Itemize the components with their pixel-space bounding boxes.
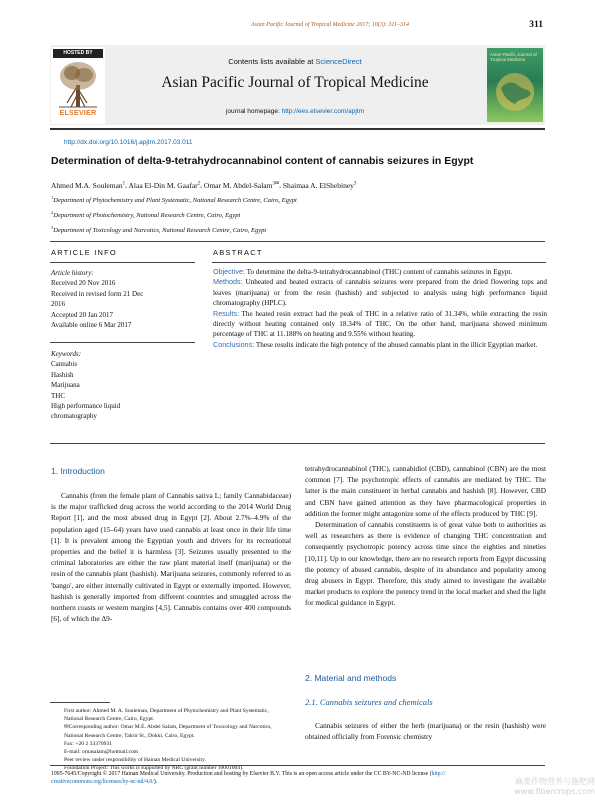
footnote: E-mail: omasalam@hotmail.com [64,749,139,756]
footnote: ✉Corresponding author: Omar M.E. Abdel Salam, Department of Toxicology and Narcotics, National Research Centre, Tahrir St., Dokki, Cairo, Egypt. [64,724,272,739]
author: Shaimaa A. ElShebiney$^3$ [282,180,357,190]
section-heading-introduction: 1. Introduction [51,466,105,476]
article-info-heading: ARTICLE INFO [51,248,117,257]
license-link[interactable]: http:// [431,771,446,777]
keyword: High performance liquid [51,402,121,411]
keywords [51,349,181,422]
article-history [51,268,181,330]
affiliation: $^2$Department of Photochemistry, National Research Centre, Cairo, Egypt [51,210,241,220]
copyright-footer: 1995-7645/Copyright © 2017 Hainan Medical University. Production and hosting by Elsevier B.V. This is an open access article under the CC BY-NC-ND license (http:// creativecommons.org/licenses/by-nc-nd/4.0/). [51,771,446,786]
cover-title: Asian Pacific Journal of Tropical Medicine [490,52,537,62]
homepage-link[interactable]: http://ees.elsevier.com/apjtm [281,108,365,115]
footnote-rule [50,702,110,703]
doi-link[interactable]: http://dx.doi.org/10.1016/j.apjtm.2017.03.011 [64,139,193,146]
footnote: Foundation Project: This works is supported by NRC (grant number 10001004). [64,765,244,772]
affiliation: $^3$Department of Toxicology and Narcotics, National Research Centre, Cairo, Egypt [51,225,267,235]
history-item: Received 20 Nov 2016 [51,279,116,288]
journal-homepage [130,108,460,115]
abstract-objective: Objective: To determine the delta-9-tetrahydrocannabinol (THC) content of cannabis seizures in Egypt. [213,267,513,276]
keyword: THC [51,391,65,400]
running-head: Asian Pacific Journal of Tropical Medicine 2017; 10(3): 311–314 [251,22,409,28]
history-item: Received in revised form 21 Dec [51,289,144,298]
divider [50,342,195,343]
history-item: Accepted 20 Jan 2017 [51,310,114,319]
watermark: 麻类作物营养与施肥网 www.fibercrops.com [514,777,595,796]
divider [50,241,545,242]
affiliation: $^1$Department of Phytochemistry and Plant Systematic, National Research Centre, Cairo, Egypt [51,195,297,205]
contents-line [130,57,460,66]
divider [50,262,195,263]
journal-title: Asian Pacific Journal of Tropical Medicine [161,74,429,91]
abstract-methods: Methods: Unheated and heated extracts of cannabis seizures were prepared from the dried flowering tops and leaves (marijuana) or from the resin (hashish) and subjected to analysis using high performance liquid chromatography (HPLC). [213,277,547,308]
article-title: Determination of delta-9-tetrahydrocannabinol content of cannabis seizures in Egypt [51,155,474,167]
footer-rule [50,765,545,766]
author: Omar M. Abdel-Salam$^{3✉}$ [203,180,280,190]
license-link[interactable]: creativecommons.org/licenses/by-nc-nd/4.0/ [51,779,154,786]
abstract-body [213,267,547,350]
section-heading-methods: 2. Material and methods [305,673,397,683]
tree-logo-icon [55,59,101,109]
history-item: 2016 [51,300,65,309]
hosted-by-label: HOSTED BY [53,49,103,58]
masthead-rule [50,128,545,130]
elsevier-logo [51,47,105,124]
keyword: Marijuana [51,381,80,390]
history-label: Article history: [51,269,94,277]
abstract-conclusions: Conclusions: These results indicate the high potency of the abused cannabis plant in the illicit Egyptian market. [213,339,538,349]
contents-prefix: Contents lists available at [228,57,316,66]
keywords-label: Keywords: [51,350,82,358]
intro-paragraph: Cannabis (from the female plant of Cannabis sativa L; family Cannabidaceae) is the major trafficked drug across the world according to the 2014 World Drug Report [1], and the most abused drug in Egypt [2]. About 2.7%–4.9% of the population aged (15–64) years have used cannabis at least once in their life time [1]. It is prevalent among the Egyptian youth and drivers for its recreational properties and the belief it is harmless [3]. Seizures usually presented to the criminal laboratories are either the raw plant material itself (marijuana) or the resin of the cannabis plant (hashish). Marijuana seizures, commonly referred to as 'bango', are either internally cultivated in Egypt or externally imported. However, hashish is generally imported from different countries and smuggled across the northern coasts or western margins [4,5]. Cannabis contains over 400 compounds [6], of which the Δ9- [51,491,291,624]
divider [50,443,545,444]
history-item: Available online 6 Mar 2017 [51,321,132,330]
abstract-results: Results: The heated resin extract had the peak of THC in a relative ratio of 31.34%, while extracting the resin directly without heating contained only 18.34% of THC. On the other hand, marijuana showed minimum percentage of THC at 11.188% on heating and 9.55% without heating. [213,308,547,339]
footnotes [64,707,289,773]
author: Ahmed M.A. Souleman$^1$ [51,180,126,190]
globe-map-icon [493,70,537,114]
methods-paragraph: Cannabis seizures of either the herb (marijuana) or the resin (hashish) were obtained officially from Forensic chemistry [305,721,546,742]
right-column-intro: tetrahydrocannabinol (THC), cannabidiol (CBD), cannabinol (CBN) are the most common [7]. The psychotropic effects of cannabis are mediated by THC. The latter is the main constituent in herbal cannabis and hashish [8]. However, CBD and CBN have gained attention as they have pharmacological properties in addition the former might antagonize some of the effects produced by THC [9]. Determination of cannabis constituents is of great value both to authorities as well as researchers as there is evidence of changing THC concentration and consequently psychotropic potency across time since the eighties and nineties [10,11]. Up to our knowledge, there are no research reports from Egypt discussing the potency of abused cannabis, despite of its abundance and popularity among drug abusers in Egypt. Therefore, this study aimed to investigate the available market products to explore the potency trend in the local market and shed the light for medical guidance in Egypt. [305,464,546,608]
subsection-heading: 2.1. Cannabis seizures and chemicals [305,697,433,707]
journal-cover-thumbnail [487,48,543,122]
footnote: First author: Ahmed M. A. Souleman, Department of Phytochemistry and Plant Systematic, National Research Centre, Cairo, Egypt. [64,708,269,723]
abstract-heading: ABSTRACT [213,248,263,257]
author-list: Ahmed M.A. Souleman$^1$, Alaa El-Din M. Gaafar$^2$, Omar M. Abdel-Salam$^{3✉}$, Shaimaa A. ElShebiney$^3$ [51,180,357,190]
author: Alaa El-Din M. Gaafar$^2$ [128,180,201,190]
keyword: Cannabis [51,360,78,369]
keyword: chromatography [51,412,97,421]
keyword: Hashish [51,370,74,379]
publisher-name: ELSEVIER [59,110,97,117]
page-number: 311 [529,20,543,30]
homepage-prefix: journal homepage: [225,108,282,115]
footnote: Peer review under responsibility of Hainan Medical University. [64,757,206,764]
sciencedirect-link[interactable]: ScienceDirect [315,57,362,66]
footnote: Fax: +20 2 33370931 [64,740,113,747]
divider [212,262,546,263]
